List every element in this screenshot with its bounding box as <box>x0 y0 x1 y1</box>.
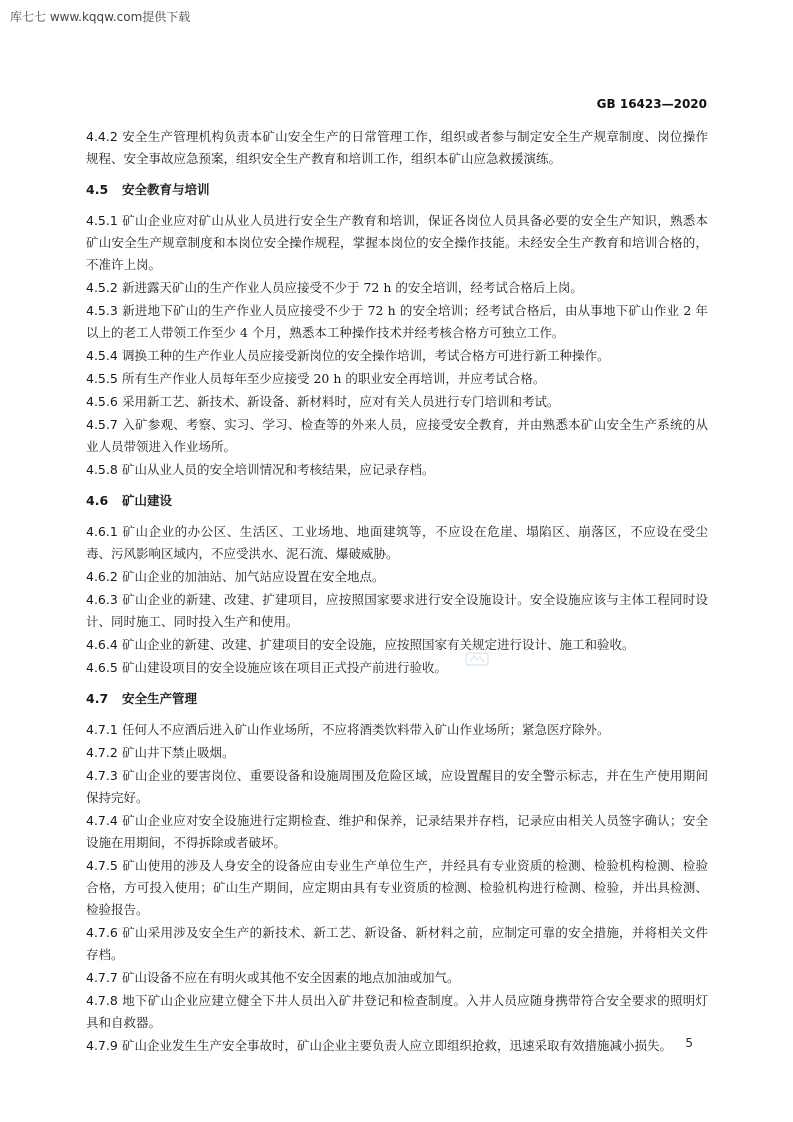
clause-paragraph <box>86 210 708 276</box>
clause-number: 4.5.2 <box>86 280 118 295</box>
clause-number: 4.5.1 <box>86 213 118 228</box>
clause-number: 4.5.3 <box>86 303 118 318</box>
section-heading <box>86 688 708 710</box>
clause-number: 4.5.7 <box>86 417 118 432</box>
page-number: 5 <box>685 1036 693 1050</box>
clause-paragraph <box>86 1035 708 1057</box>
clause-text: 采用新工艺、新技术、新设备、新材料时，应对有关人员进行专门培训和考试。 <box>122 394 560 409</box>
clause-text: 矿山企业的新建、改建、扩建项目，应按照国家要求进行安全设施设计。安全设施应该与主体工程同时设计、同时施工、同时投入生产和使用。 <box>86 592 708 629</box>
clause-text: 矿山设备不应在有明火或其他不安全因素的地点加油或加气。 <box>122 970 460 985</box>
clause-paragraph <box>86 742 708 764</box>
standard-code: GB 16423—2020 <box>596 97 707 111</box>
site-watermark-text: 库七七 www.kqqw.com提供下载 <box>10 10 191 24</box>
clause-paragraph <box>86 922 708 966</box>
clause-paragraph <box>86 967 708 989</box>
clause-paragraph <box>86 300 708 344</box>
clause-number: 4.7.3 <box>86 768 118 783</box>
clause-text: 矿山企业的新建、改建、扩建项目的安全设施，应按照国家有关规定进行设计、施工和验收。 <box>122 637 635 652</box>
clause-paragraph <box>86 414 708 458</box>
clause-text: 矿山企业的办公区、生活区、工业场地、地面建筑等，不应设在危崖、塌陷区、崩落区，不应设在受尘毒、污风影响区域内，不应受洪水、泥石流、爆破威胁。 <box>86 524 708 561</box>
clause-text: 矿山企业的加油站、加气站应设置在安全地点。 <box>122 569 385 584</box>
clause-paragraph <box>86 855 708 921</box>
clause-text: 矿山井下禁止吸烟。 <box>122 745 235 760</box>
clause-paragraph <box>86 368 708 390</box>
clause-text: 调换工种的生产作业人员应接受新岗位的安全操作培训，考试合格方可进行新工种操作。 <box>122 348 610 363</box>
section-heading <box>86 179 708 201</box>
clause-number: 4.6.4 <box>86 637 118 652</box>
clause-paragraph <box>86 345 708 367</box>
clause-number: 4.5.6 <box>86 394 118 409</box>
clause-number: 4.7.5 <box>86 858 118 873</box>
clause-number: 4.5.8 <box>86 462 118 477</box>
clause-number: 4.7.7 <box>86 970 118 985</box>
clause-text: 矿山企业应对安全设施进行定期检查、维护和保养，记录结果并存档，记录应由相关人员签字确认；安全设施在用期间，不得拆除或者破坏。 <box>86 813 708 850</box>
clause-text: 矿山使用的涉及人身安全的设备应由专业生产单位生产，并经具有专业资质的检测、检验机构检测、检验合格，方可投入使用；矿山生产期间，应定期由具有专业资质的检测、检验机构进行检测、检验，并出具检测、检验报告。 <box>86 858 708 917</box>
clause-paragraph <box>86 126 708 170</box>
clause-text: 新进地下矿山的生产作业人员应接受不少于 72 h 的安全培训；经考试合格后，由从事地下矿山作业 2 年以上的老工人带领工作至少 4 个月，熟悉本工种操作技术并经考核合格方可独立工作。 <box>86 303 708 340</box>
clause-paragraph <box>86 459 708 481</box>
clause-text: 所有生产作业人员每年至少应接受 20 h 的职业安全再培训，并应考试合格。 <box>122 371 546 386</box>
clause-text: 矿山企业发生生产安全事故时，矿山企业主要负责人应立即组织抢救，迅速采取有效措施减小损失。 <box>122 1038 673 1053</box>
clause-text: 矿山采用涉及安全生产的新技术、新工艺、新设备、新材料之前，应制定可靠的安全措施，并将相关文件存档。 <box>86 925 708 962</box>
clause-text: 矿山企业应对矿山从业人员进行安全生产教育和培训，保证各岗位人员具备必要的安全生产知识，熟悉本矿山安全生产规章制度和本岗位安全操作规程，掌握本岗位的安全操作技能。未经安全生产教育和培训合格的，不准许上岗。 <box>86 213 708 272</box>
section-title: 矿山建设 <box>122 493 173 508</box>
clause-paragraph <box>86 277 708 299</box>
clause-paragraph <box>86 719 708 741</box>
clause-number: 4.5.4 <box>86 348 118 363</box>
clause-number: 4.6.5 <box>86 660 118 675</box>
clause-text: 新进露天矿山的生产作业人员应接受不少于 72 h 的安全培训，经考试合格后上岗。 <box>122 280 583 295</box>
clause-number: 4.4.2 <box>86 129 118 144</box>
clause-number: 4.7.4 <box>86 813 118 828</box>
clause-text: 矿山从业人员的安全培训情况和考核结果，应记录存档。 <box>122 462 435 477</box>
clause-number: 4.5.5 <box>86 371 118 386</box>
clause-text: 矿山企业的要害岗位、重要设备和设施周围及危险区域，应设置醒目的安全警示标志，并在生产使用期间保持完好。 <box>86 768 708 805</box>
clause-text: 安全生产管理机构负责本矿山安全生产的日常管理工作，组织或者参与制定安全生产规章制度、岗位操作规程、安全事故应急预案，组织安全生产教育和培训工作，组织本矿山应急救援演练。 <box>86 129 708 166</box>
clause-number: 4.7.2 <box>86 745 118 760</box>
section-heading <box>86 490 708 512</box>
clause-number: 4.6.1 <box>86 524 118 539</box>
clause-paragraph <box>86 566 708 588</box>
clause-number: 4.6.2 <box>86 569 118 584</box>
clause-text: 入矿参观、考察、实习、学习、检查等的外来人员，应接受安全教育，并由熟悉本矿山安全生产系统的从业人员带领进入作业场所。 <box>86 417 708 454</box>
clause-text: 矿山建设项目的安全设施应该在项目正式投产前进行验收。 <box>122 660 448 675</box>
clause-text: 地下矿山企业应建立健全下井人员出入矿井登记和检查制度。入井人员应随身携带符合安全要求的照明灯具和自救器。 <box>86 993 708 1030</box>
clause-number: 4.7.9 <box>86 1038 118 1053</box>
clause-number: 4.6.3 <box>86 592 118 607</box>
section-number: 4.5 <box>86 182 109 197</box>
clause-paragraph <box>86 990 708 1034</box>
clause-number: 4.7.8 <box>86 993 118 1008</box>
clause-number: 4.7.6 <box>86 925 118 940</box>
section-number: 4.6 <box>86 493 109 508</box>
clause-paragraph <box>86 521 708 565</box>
clause-paragraph <box>86 657 708 679</box>
clause-paragraph <box>86 589 708 633</box>
clause-paragraph <box>86 391 708 413</box>
clause-paragraph <box>86 765 708 809</box>
section-title: 安全生产管理 <box>122 691 198 706</box>
clause-number: 4.7.1 <box>86 722 118 737</box>
section-title: 安全教育与培训 <box>122 182 210 197</box>
document-body <box>86 126 708 1058</box>
section-number: 4.7 <box>86 691 109 706</box>
clause-paragraph <box>86 810 708 854</box>
clause-text: 任何人不应酒后进入矿山作业场所，不应将酒类饮料带入矿山作业场所；紧急医疗除外。 <box>122 722 610 737</box>
clause-paragraph <box>86 634 708 656</box>
